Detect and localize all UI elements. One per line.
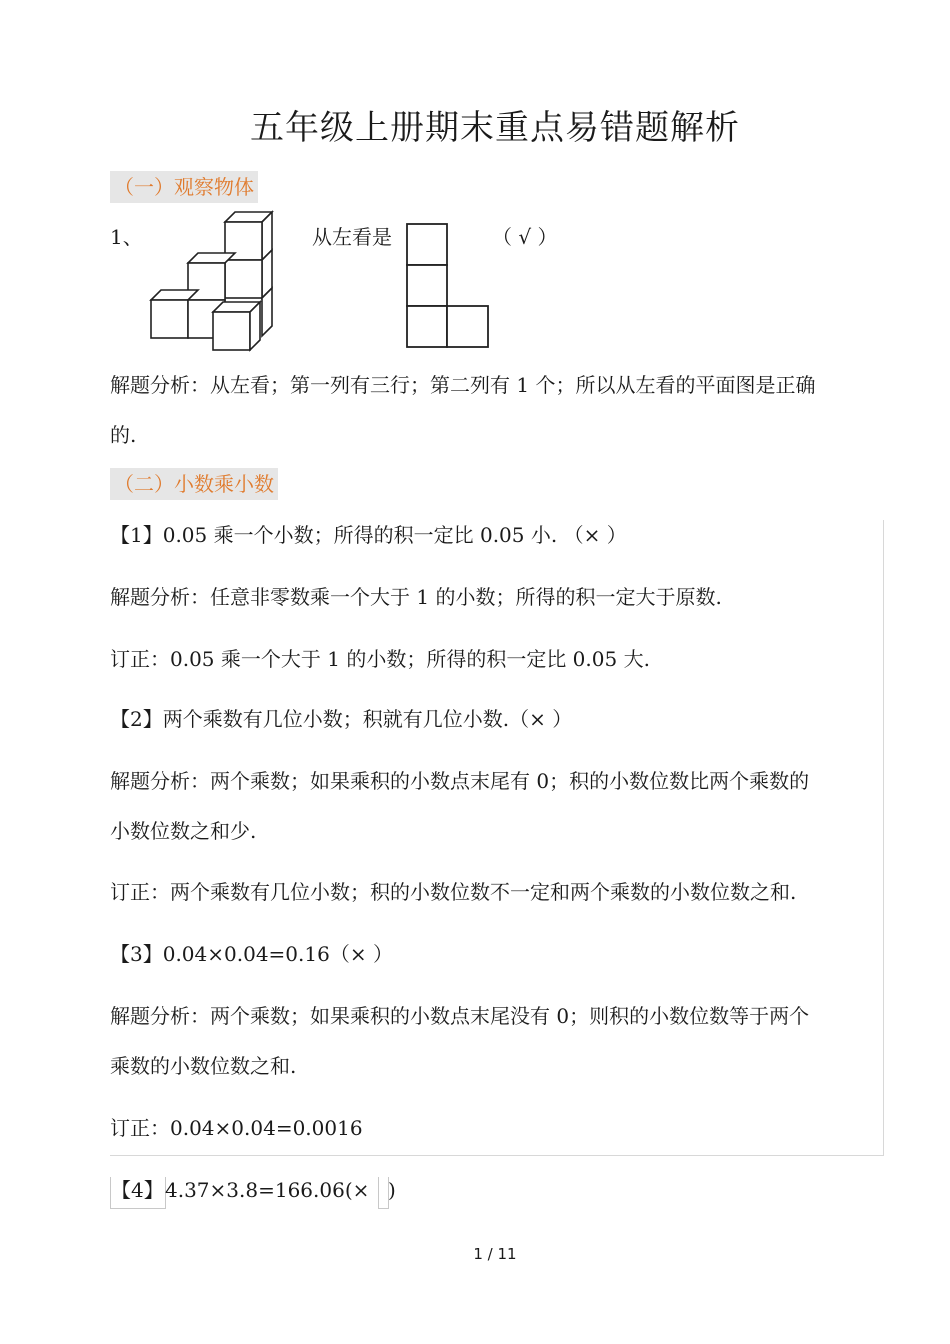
page-number: 1 / 11 [473,1245,517,1263]
cell-border [378,1208,389,1209]
section-heading-observe: （一）观察物体 [110,171,258,203]
question-number: 1、 [110,225,143,249]
analysis-3-continued: 乘数的小数位数之和. [110,1054,297,1078]
analysis-text-continued: 的. [110,423,137,447]
analysis-text: 解题分析：从左看；第一列有三行；第二列有 1 个；所以从左看的平面图是正确 [110,373,816,397]
correction-3: 订正：0.04×0.04=0.0016 [110,1116,363,1140]
correction-1: 订正：0.05 乘一个大于 1 的小数；所得的积一定比 0.05 大. [110,647,650,671]
cell-border [378,1177,379,1209]
table-border-bottom [110,1155,884,1156]
question-4-label: 【4】 [111,1178,164,1202]
question-4-text: 4.37×3.8=166.06(× [165,1178,370,1202]
question-1: 【1】0.05 乘一个小数；所得的积一定比 0.05 小. （× ） [110,523,627,547]
analysis-1: 解题分析：任意非零数乘一个大于 1 的小数；所得的积一定大于原数. [110,585,722,609]
question-4-close: ) [388,1178,396,1202]
table-border-right [883,520,884,1156]
question-2: 【2】两个乘数有几位小数；积就有几位小数.（× ） [110,707,573,731]
page-title: 五年级上册期末重点易错题解析 [250,108,740,148]
cube-stack-figure [145,208,285,358]
analysis-2: 解题分析：两个乘数；如果乘积的小数点末尾有 0；积的小数位数比两个乘数的 [110,769,810,793]
left-view-figure [405,222,495,352]
question-3: 【3】0.04×0.04=0.16（× ） [110,942,393,966]
cell-border [110,1208,166,1209]
correction-2: 订正：两个乘数有几位小数；积的小数位数不一定和两个乘数的小数位数之和. [110,880,797,904]
answer-mark: （ √ ） [492,225,558,249]
question-text: 从左看是 [312,225,392,249]
analysis-2-continued: 小数位数之和少. [110,819,257,843]
analysis-3: 解题分析：两个乘数；如果乘积的小数点末尾没有 0；则积的小数位数等于两个 [110,1004,810,1028]
section-heading-decimals: （二）小数乘小数 [110,468,278,500]
